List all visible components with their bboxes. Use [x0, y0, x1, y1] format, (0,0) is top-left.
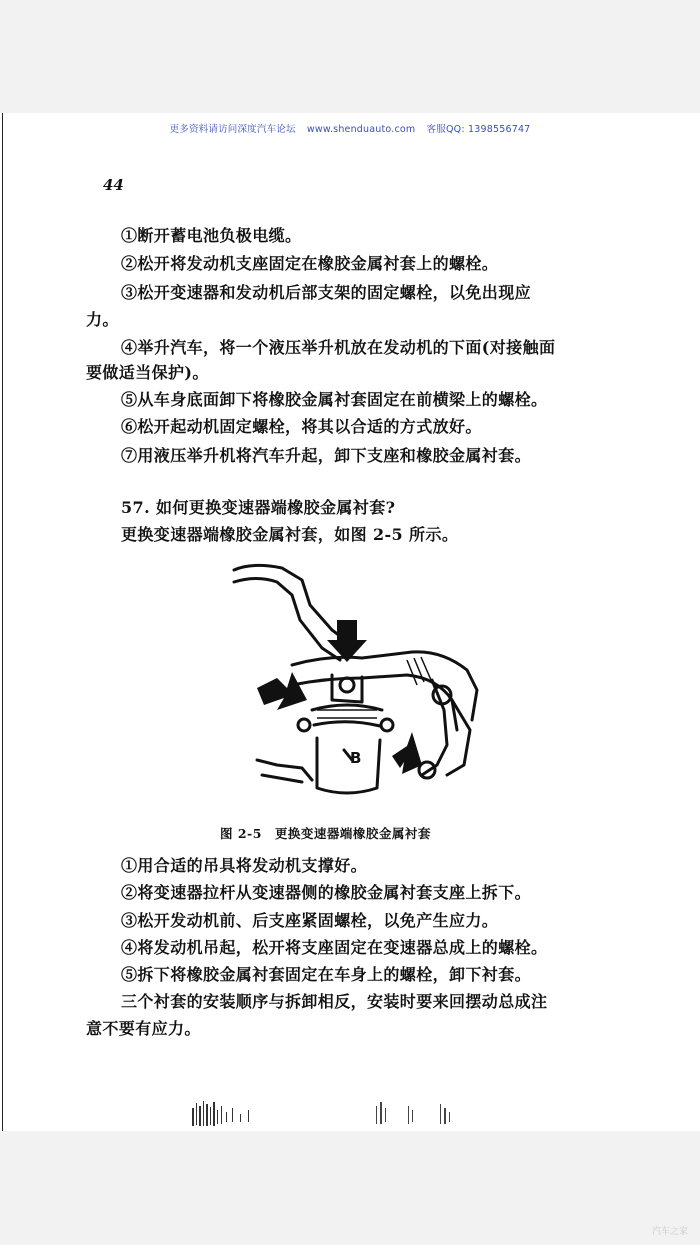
- step-line: ②松开将发动机支座固定在橡胶金属衬套上的螺栓。: [121, 254, 499, 273]
- scan-noise-right: [370, 1098, 470, 1130]
- section-intro: 更换变速器端橡胶金属衬套，如图 2-5 所示。: [121, 525, 459, 544]
- figure-caption: 图 2-5 更换变速器端橡胶金属衬套: [220, 826, 431, 841]
- step-line: ⑤拆下将橡胶金属衬套固定在车身上的螺栓，卸下衬套。: [121, 965, 532, 984]
- scanned-page: [0, 113, 700, 1131]
- step-line: ③松开变速器和发动机后部支架的固定螺栓，以免出现应: [121, 283, 532, 302]
- page-number: 44: [103, 176, 124, 194]
- step-line: 力。: [86, 310, 119, 329]
- step-line: 三个衬套的安装顺序与拆卸相反，安装时要来回摆动总成注: [121, 992, 548, 1011]
- arrow-right: [392, 732, 422, 774]
- page-header: [0, 121, 700, 135]
- step-line: ①用合适的吊具将发动机支撑好。: [121, 856, 368, 875]
- arrow-left: [257, 672, 307, 710]
- step-line: ⑤从车身底面卸下将橡胶金属衬套固定在前横梁上的螺栓。: [121, 390, 548, 409]
- step-line: ⑥松开起动机固定螺栓，将其以合适的方式放好。: [121, 417, 482, 436]
- step-line: 要做适当保护)。: [86, 363, 209, 382]
- step-line: ①断开蓄电池负极电缆。: [121, 226, 302, 245]
- header-url: www.shenduauto.com: [306, 124, 416, 135]
- step-line: ③松开发动机前、后支座紧固螺栓，以免产生应力。: [121, 911, 499, 930]
- step-line: ⑦用液压举升机将汽车升起，卸下支座和橡胶金属衬套。: [121, 446, 532, 465]
- figure-2-5-illustration: [232, 560, 482, 805]
- page-edge-rule: [2, 113, 3, 1131]
- step-line: ④举升汽车，将一个液压举升机放在发动机的下面(对接触面: [121, 338, 556, 357]
- step-line: 意不要有应力。: [86, 1019, 201, 1038]
- figure-label-b: B: [350, 749, 362, 767]
- section-heading: 57. 如何更换变速器端橡胶金属衬套?: [121, 498, 396, 517]
- step-line: ④将发动机吊起，松开将支座固定在变速器总成上的螺栓。: [121, 938, 548, 957]
- header-service: 客服QQ: 1398556747: [426, 124, 531, 135]
- scan-noise-left: [190, 1098, 260, 1130]
- step-line: ②将变速器拉杆从变速器侧的橡胶金属衬套支座上拆下。: [121, 883, 532, 902]
- header-text: 更多资料请访问深度汽车论坛: [169, 124, 296, 135]
- watermark: 汽车之家: [651, 1227, 688, 1237]
